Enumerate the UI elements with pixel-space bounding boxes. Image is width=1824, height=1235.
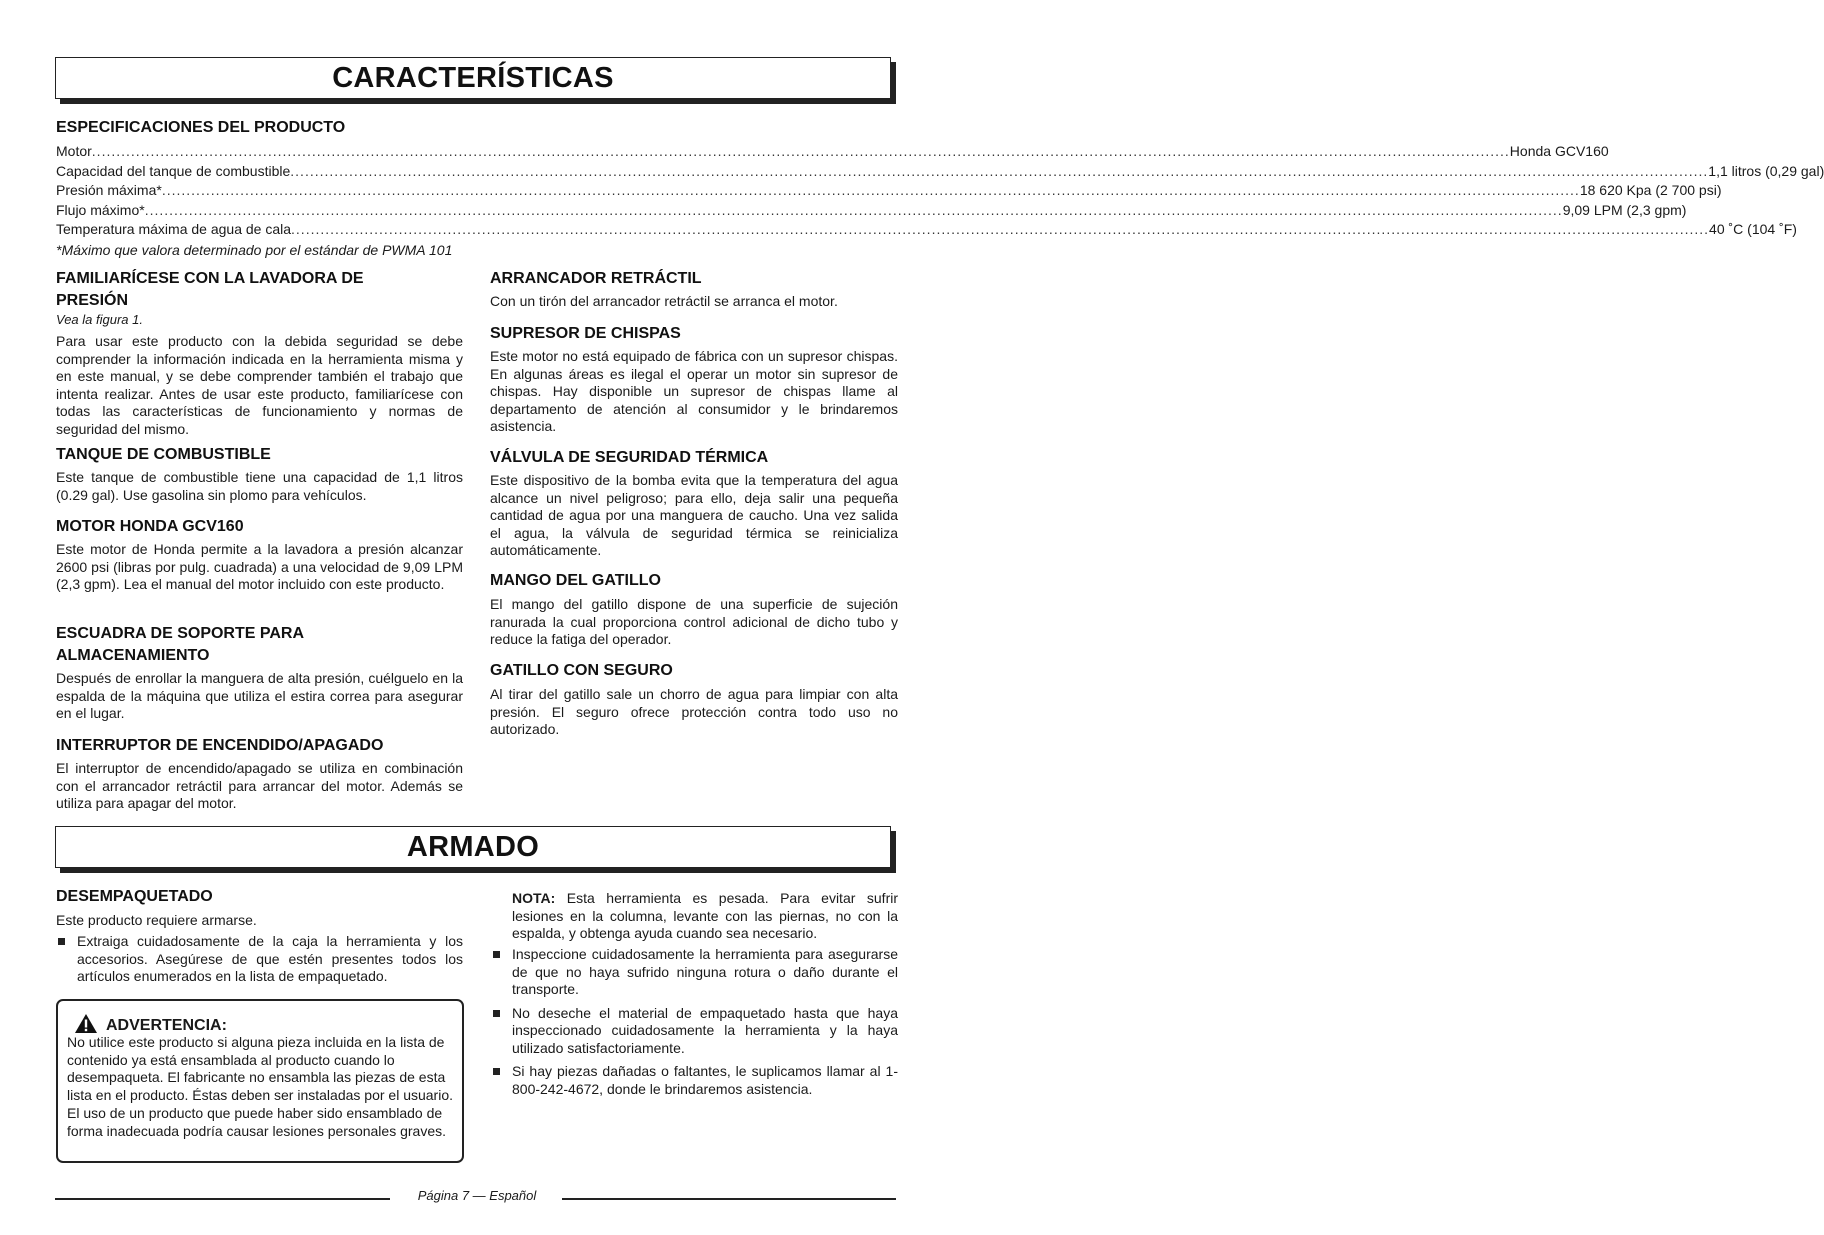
spec-row-temperature	[56, 220, 1797, 240]
bracket-heading-line1: ESCUADRA DE SOPORTE PARA	[56, 625, 305, 642]
warning-title: ADVERTENCIA:	[106, 1017, 227, 1034]
thermal-valve-heading: VÁLVULA DE SEGURIDAD TÉRMICA	[490, 449, 769, 466]
leader-dots: ..................................................................................................................................................................................................................................................................................................	[144, 201, 1563, 218]
thermal-valve-body: Este dispositivo de la bomba evita que la temperatura del agua alcance un nivel peligroso; para ello, deja salir una pequeña cantidad de agua por una manguera de caucho. Una vez salida el agua, la válvula de seguridad térmica se reinicializa automáticamente.	[490, 472, 898, 558]
spec-row-fuel-tank	[56, 162, 1824, 182]
unpack-intro: Este producto requiere armarse.	[56, 912, 257, 928]
spec-label: Temperatura máxima de agua de cala	[56, 221, 292, 237]
leader-dots: ..................................................................................................................................................................................................................................................................................................	[91, 143, 1510, 159]
tank-body: Este tanque de combustible tiene una capacidad de 1,1 litros (0.29 gal). Use gasolina sin plomo para vehículos.	[56, 469, 463, 503]
spec-label: Capacidad del tanque de combustible	[56, 162, 291, 179]
warning-box	[56, 999, 464, 1163]
list-item: Inspeccione cuidadosamente la herramienta para asegurarse de que no haya sufrido ninguna rotura o daño durante el transporte.	[491, 946, 898, 999]
spec-row-motor	[56, 142, 1609, 162]
footer	[0, 1188, 954, 1203]
list-item: No deseche el material de empaquetado hasta que haya inspeccionado cuidadosamente la herramienta y la haya utilizado satisfactoriamente.	[491, 1005, 898, 1058]
spec-value: 9,09 LPM (2,3 gpm)	[1562, 201, 1687, 218]
spec-footnote: *Máximo que valora determinado por el estándar de PWMA 101	[56, 241, 453, 258]
list-item: Extraiga cuidadosamente de la caja la herramienta y los accesorios. Asegúrese de que estén presentes todos los artículos enumerados en la lista de empaquetado.	[56, 933, 463, 986]
spark-heading: SUPRESOR DE CHISPAS	[490, 325, 681, 342]
unpack-heading: DESEMPAQUETADO	[56, 888, 213, 905]
spec-value: 18 620 Kpa (2 700 psi)	[1579, 182, 1722, 198]
section-banner-armado	[55, 826, 891, 868]
spec-label: Presión máxima*	[56, 182, 162, 198]
leader-dots: ..................................................................................................................................................................................................................................................................................................	[161, 182, 1580, 198]
note-paragraph	[512, 890, 898, 943]
motor-body: Este motor de Honda permite a la lavadora a presión alcanzar 2600 psi (libras por pulg. cuadrada) a una velocidad de 9,09 LPM (2,3 gpm). Lea el manual del motor incluido con este producto.	[56, 541, 463, 592]
switch-body: El interruptor de encendido/apagado se utiliza en combinación con el arrancador retráctil para arrancar del motor. Además se utiliza para apagar del motor.	[56, 760, 463, 811]
spec-row-flow	[56, 201, 1687, 221]
starter-body: Con un tirón del arrancador retráctil se arranca el motor.	[490, 293, 838, 309]
familiarize-heading-line1: FAMILIARÍCESE CON LA LAVADORA DE	[56, 270, 364, 287]
starter-heading: ARRANCADOR RETRÁCTIL	[490, 270, 702, 287]
spec-value: 40 ˚C (104 ˚F)	[1709, 221, 1797, 237]
section-title: ARMADO	[406, 830, 540, 863]
trigger-body: Al tirar del gatillo sale un chorro de agua para limpiar con alta presión. El seguro ofrece protección contra todo uso no autorizado.	[490, 686, 898, 737]
spark-body: Este motor no está equipado de fábrica con un supresor chispas. En algunas áreas es ilegal el operar un motor sin supresor de chispas. Hay disponible un supresor de chispas llame al departamento de atención al consumidor y le brindaremos asistencia.	[490, 348, 898, 434]
page-number: Página 7 — Español	[410, 1188, 545, 1203]
spec-value: 1,1 litros (0,29 gal)	[1708, 162, 1824, 179]
spec-row-pressure	[56, 181, 1722, 201]
specs-heading: ESPECIFICACIONES DEL PRODUCTO	[56, 119, 346, 136]
note-body: Esta herramienta es pesada. Para evitar sufrir lesiones en la columna, levante con las piernas, no con la espalda, y obtenga ayuda cuando sea necesario.	[512, 890, 898, 941]
warning-body: No utilice este producto si alguna pieza incluida en la lista de contenido ya está ensamblada al producto cuando lo desempaqueta. El fabricante no ensambla las piezas de esta lista en el producto. Éstas deben ser instaladas por el usuario. El uso de un producto que puede haber sido ensamblado de forma inadecuada podría causar lesiones personales graves.	[67, 1034, 454, 1139]
figure-reference: Vea la figura 1.	[56, 312, 143, 327]
note-label: NOTA:	[512, 890, 556, 906]
familiarize-body: Para usar este producto con la debida seguridad se debe comprender la información indicada en la herramienta misma y en este manual, y se debe comprender también el trabajo que intenta realizar. Antes de usar este producto, familiarícese con todas las características de funcionamiento y normas de seguridad del mismo.	[56, 333, 463, 437]
bracket-body: Después de enrollar la manguera de alta presión, cuélguelo en la espalda de la máquina que utiliza el estira correa para asegurar en el lugar.	[56, 670, 463, 721]
switch-heading: INTERRUPTOR DE ENCENDIDO/APAGADO	[56, 737, 384, 754]
bracket-heading	[56, 623, 466, 667]
unpack-bullet-list	[56, 933, 463, 992]
bracket-heading-line2: ALMACENAMIENTO	[56, 647, 210, 664]
list-item: Si hay piezas dañadas o faltantes, le suplicamos llamar al 1-800-242-4672, donde le brindaremos asistencia.	[491, 1063, 898, 1098]
familiarize-heading	[56, 268, 466, 312]
familiarize-heading-line2: PRESIÓN	[56, 292, 129, 309]
section-banner-caracteristicas	[55, 57, 891, 99]
leader-dots: ..................................................................................................................................................................................................................................................................................................	[290, 162, 1709, 179]
section-title: CARACTERÍSTICAS	[332, 61, 614, 94]
spec-label: Flujo máximo*	[56, 201, 145, 218]
spec-label: Motor	[56, 143, 92, 159]
handle-heading: MANGO DEL GATILLO	[490, 572, 661, 589]
spec-value: Honda GCV160	[1509, 143, 1609, 159]
leader-dots: ..................................................................................................................................................................................................................................................................................................	[291, 221, 1710, 237]
handle-body: El mango del gatillo dispone de una superficie de sujeción ranurada la cual proporciona control adicional de dicho tubo y reduce la fatiga del operador.	[490, 596, 898, 647]
armado-bullet-list	[491, 946, 898, 1104]
tank-heading: TANQUE DE COMBUSTIBLE	[56, 446, 271, 463]
motor-heading: MOTOR HONDA GCV160	[56, 518, 244, 535]
specs-list	[56, 142, 1824, 260]
trigger-heading: GATILLO CON SEGURO	[490, 662, 673, 679]
